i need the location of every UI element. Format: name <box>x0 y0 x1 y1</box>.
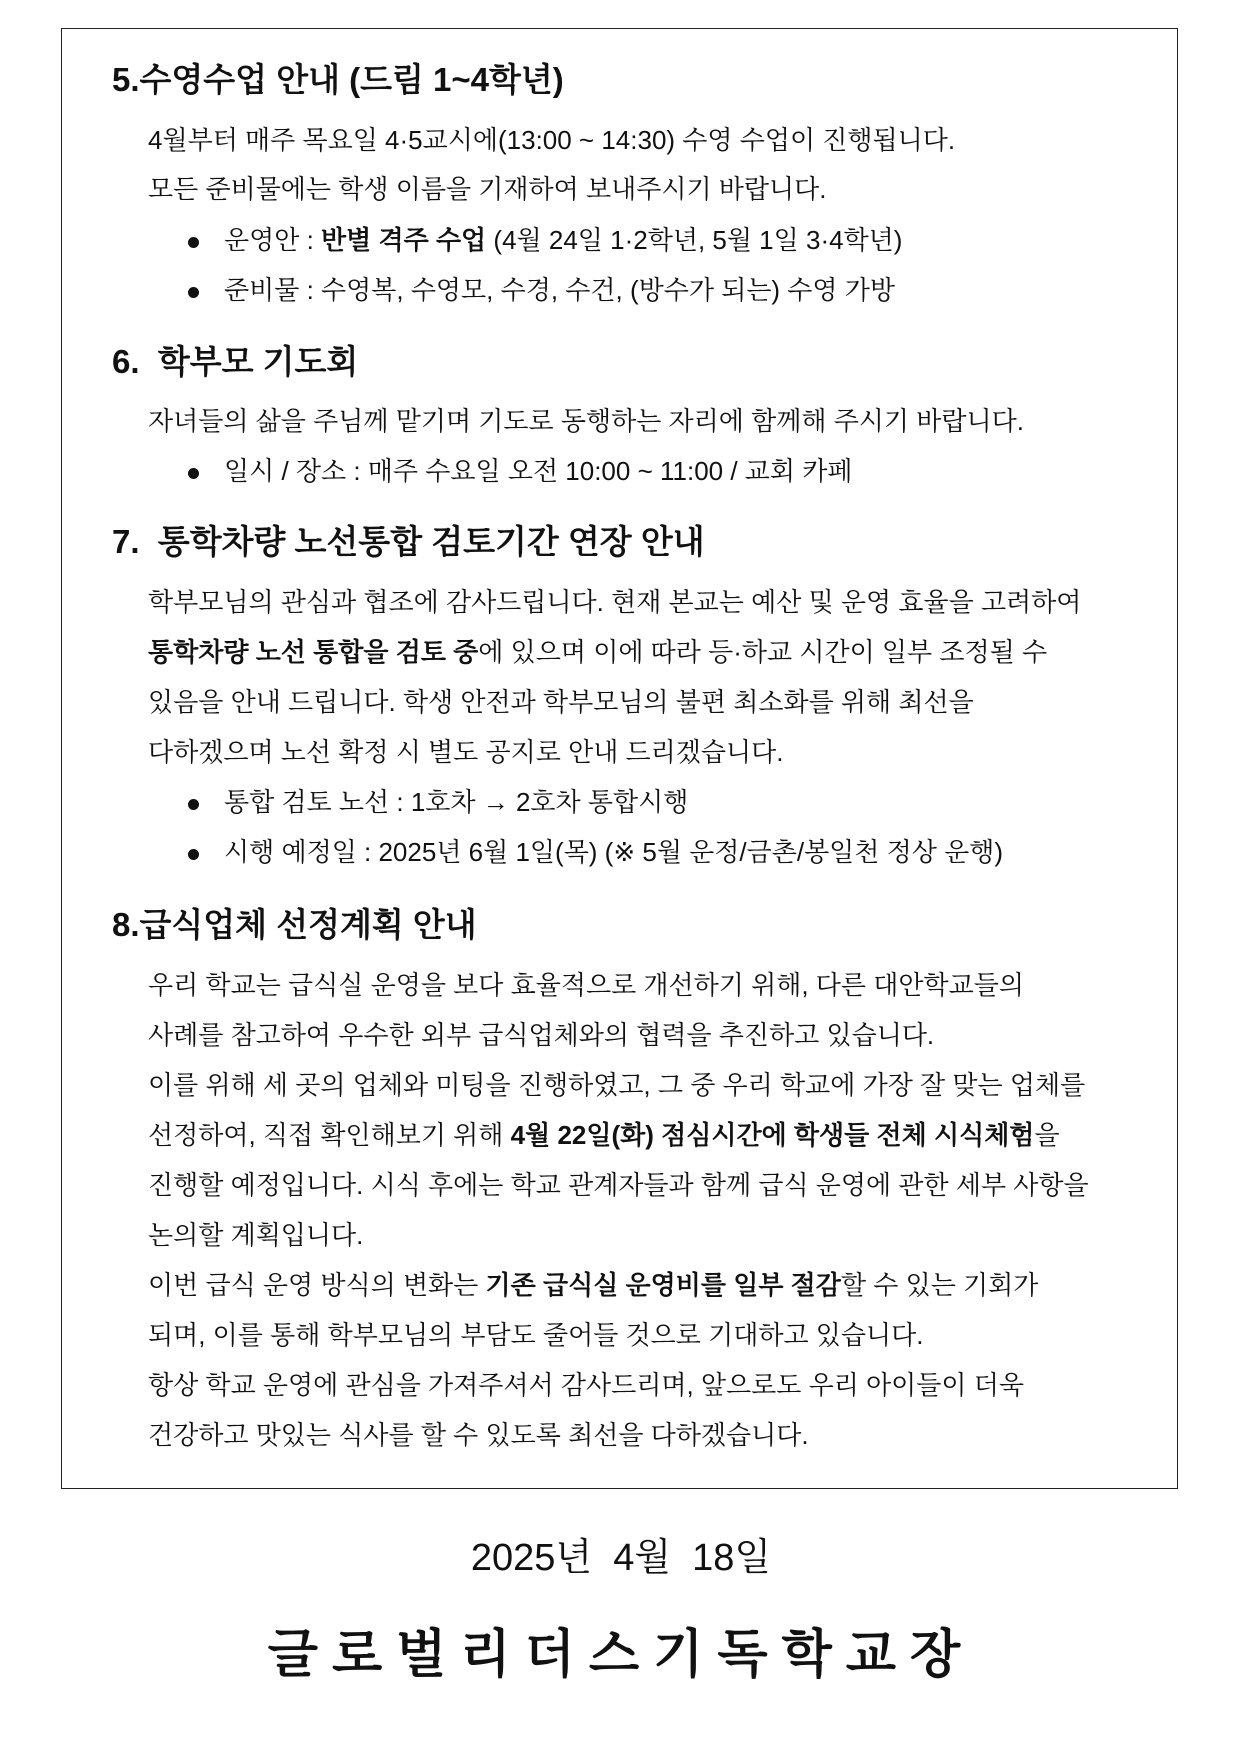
section-number: 8. <box>112 906 140 943</box>
section-8-line-7 <box>148 1270 1038 1301</box>
section-7-title <box>112 522 705 562</box>
line-text: 선정하여, 직접 확인해보기 위해 <box>148 1120 511 1150</box>
bold-text: 4월 22일(화) 점심시간에 학생들 전체 시식체험 <box>510 1120 1035 1150</box>
bullet-text: 일시 / 장소 : 매주 수요일 오전 10:00 ~ 11:00 / 교회 카페 <box>224 456 853 486</box>
section-5-title <box>112 60 564 100</box>
section-8-title <box>112 905 477 945</box>
bold-text: 통학차량 노선 통합을 검토 중 <box>148 637 479 667</box>
section-7-line-2 <box>148 637 1047 668</box>
bullet-dot-icon <box>188 468 199 479</box>
bullet-text: 운영안 : <box>224 225 322 255</box>
section-title-text: 통학차량 노선통합 검토기간 연장 안내 <box>157 523 705 560</box>
section-8-line-1: 우리 학교는 급식실 운영을 보다 효율적으로 개선하기 위해, 다른 대안학교들의 <box>148 970 1024 1000</box>
section-title-text: 학부모 기도회 <box>157 343 359 380</box>
section-7-line-3: 있음을 안내 드립니다. 학생 안전과 학부모님의 불편 최소화를 위해 최선을 <box>148 687 974 717</box>
bullet-bold-text: 반별 격주 수업 <box>321 225 487 255</box>
bold-text: 기존 급식실 운영비를 일부 절감 <box>485 1270 841 1300</box>
section-title-text: 수영수업 안내 (드림 1~4학년) <box>139 61 564 98</box>
bullet-text: (4월 24일 1·2학년, 5월 1일 3·4학년) <box>486 225 903 255</box>
section-8-line-8: 되며, 이를 통해 학부모님의 부담도 줄어들 것으로 기대하고 있습니다. <box>148 1320 924 1350</box>
section-8-line-2: 사례를 참고하여 우수한 외부 급식업체와의 협력을 추진하고 있습니다. <box>148 1020 935 1050</box>
line-text: 을 <box>1034 1120 1060 1150</box>
section-number: 7. <box>112 523 140 560</box>
line-text: 이번 급식 운영 방식의 변화는 <box>148 1270 486 1300</box>
section-5-line-2: 모든 준비물에는 학생 이름을 기재하여 보내주시기 바랍니다. <box>148 174 827 204</box>
principal-signature: 글로벌리더스기독학교장 <box>267 1626 975 1684</box>
bullet-dot-icon <box>188 849 199 860</box>
bullet-text: 시행 예정일 : 2025년 6월 1일(목) (※ 5월 운정/금촌/봉일천 정상 운행) <box>224 837 1003 867</box>
section-6-line-1: 자녀들의 삶을 주님께 맡기며 기도로 동행하는 자리에 함께해 주시기 바랍니다. <box>148 406 1024 436</box>
section-8-line-3: 이를 위해 세 곳의 업체와 미팅을 진행하였고, 그 중 우리 학교에 가장 잘 맞는 업체를 <box>148 1070 1086 1100</box>
bullet-dot-icon <box>188 237 199 248</box>
bullet-text: 준비물 : 수영복, 수영모, 수경, 수건, (방수가 되는) 수영 가방 <box>224 275 895 305</box>
issue-date: 2025년 4월 18일 <box>470 1537 772 1579</box>
bullet-text: 통합 검토 노선 : 1호차 → 2호차 통합시행 <box>224 787 689 817</box>
section-7-line-4: 다하겠으며 노선 확정 시 별도 공지로 안내 드리겠습니다. <box>148 737 784 767</box>
section-8-line-5: 진행할 예정입니다. 시식 후에는 학교 관계자들과 함께 급식 운영에 관한 세부 사항을 <box>148 1170 1089 1200</box>
section-8-line-6: 논의할 계획입니다. <box>148 1220 364 1250</box>
section-title-text: 급식업체 선정계획 안내 <box>139 906 477 943</box>
bullet-dot-icon <box>188 287 199 298</box>
section-8-line-9: 항상 학교 운영에 관심을 가져주셔서 감사드리며, 앞으로도 우리 아이들이 더욱 <box>148 1370 1024 1400</box>
section-7-line-1: 학부모님의 관심과 협조에 감사드립니다. 현재 본교는 예산 및 운영 효율을 고려하여 <box>148 587 1082 617</box>
section-number: 6. <box>112 343 140 380</box>
section-8-line-10: 건강하고 맛있는 식사를 할 수 있도록 최선을 다하겠습니다. <box>148 1420 809 1450</box>
section-8-line-4 <box>148 1120 1060 1151</box>
bullet-dot-icon <box>188 799 199 810</box>
section-5-line-1: 4월부터 매주 목요일 4·5교시에(13:00 ~ 14:30) 수영 수업이 진행됩니다. <box>148 125 956 155</box>
line-text: 에 있으며 이에 따라 등·하교 시간이 일부 조정될 수 <box>478 637 1048 667</box>
section-number: 5. <box>112 61 140 98</box>
section-6-title <box>112 342 358 382</box>
line-text: 할 수 있는 기회가 <box>840 1270 1039 1300</box>
